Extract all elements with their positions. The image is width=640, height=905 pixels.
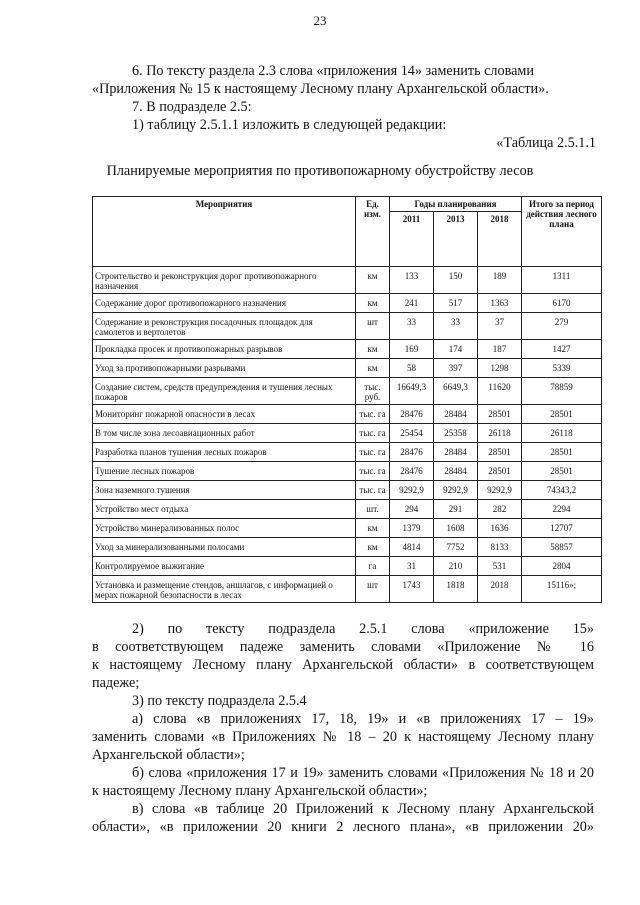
row-2018: 1298 <box>478 359 522 378</box>
paragraph-3v-line-1: в) слова «в таблице 20 Приложений к Лесному плану Архангельской <box>132 801 594 817</box>
page-number: 23 <box>313 13 327 28</box>
row-name: Установка и размещение стендов, аншлагов, с информацией о мерах пожарной безопасности в лесах <box>93 576 356 603</box>
row-name: Уход за противопожарными разрывами <box>93 359 356 378</box>
table-reference: «Таблица 2.5.1.1 <box>496 135 596 151</box>
row-total: 78859 <box>522 378 602 405</box>
row-2013: 33 <box>434 313 478 340</box>
row-unit: тыс. га <box>356 443 390 462</box>
row-2011: 241 <box>390 294 434 313</box>
row-total: 1311 <box>522 267 602 294</box>
row-name: В том числе зона лесоавиационных работ <box>93 424 356 443</box>
paragraph-3a-line-1: а) слова «в приложениях 17, 18, 19» и «в приложениях 17 – 19» <box>132 711 594 727</box>
row-2011: 1743 <box>390 576 434 603</box>
row-2018: 26118 <box>478 424 522 443</box>
row-total: 26118 <box>522 424 602 443</box>
table-row <box>93 313 602 340</box>
paragraph-7-1: 1) таблицу 2.5.1.1 изложить в следующей редакции: <box>132 117 447 133</box>
header-2011: 2011 <box>390 212 434 267</box>
table-row <box>93 443 602 462</box>
fire-measures-table <box>92 196 602 603</box>
row-name: Тушение лесных пожаров <box>93 462 356 481</box>
paragraph-3a-line-2: заменить словами «в Приложениях № 18 – 20 к настоящему Лесному плану <box>92 729 594 745</box>
paragraph-3b-line-1: б) слова «приложения 17 и 19» заменить словами «Приложения № 18 и 20 <box>132 765 594 781</box>
table-row <box>93 500 602 519</box>
row-2013: 28484 <box>434 443 478 462</box>
header-unit: Ед. изм. <box>356 197 390 267</box>
row-2011: 58 <box>390 359 434 378</box>
row-unit: тыс. га <box>356 462 390 481</box>
table-row <box>93 340 602 359</box>
header-activity: Мероприятия <box>93 197 356 267</box>
paragraph-2-line-2: в соответствующем падеже заменить словами «Приложение № 16 <box>92 639 594 655</box>
row-2013: 1608 <box>434 519 478 538</box>
row-2013: 9292,9 <box>434 481 478 500</box>
header-years-group: Годы планирования <box>390 197 522 212</box>
row-name: Контролируемое выжигание <box>93 557 356 576</box>
row-unit: тыс. га <box>356 481 390 500</box>
row-2013: 28484 <box>434 405 478 424</box>
row-2018: 2018 <box>478 576 522 603</box>
paragraph-2-line-4: падеже; <box>92 675 140 691</box>
table-row <box>93 519 602 538</box>
table-row <box>93 378 602 405</box>
row-2018: 28501 <box>478 405 522 424</box>
row-unit: тыс. руб. <box>356 378 390 405</box>
row-2011: 28476 <box>390 443 434 462</box>
row-name: Содержание и реконструкция посадочных площадок для самолетов и вертолетов <box>93 313 356 340</box>
row-2013: 291 <box>434 500 478 519</box>
row-2011: 33 <box>390 313 434 340</box>
row-2018: 187 <box>478 340 522 359</box>
row-2013: 7752 <box>434 538 478 557</box>
row-unit: тыс. га <box>356 405 390 424</box>
table-title: Планируемые мероприятия по противопожарному обустройству лесов <box>106 163 534 179</box>
row-2013: 1818 <box>434 576 478 603</box>
row-total: 28501 <box>522 462 602 481</box>
row-2013: 517 <box>434 294 478 313</box>
table-row <box>93 267 602 294</box>
paragraph-7: 7. В подразделе 2.5: <box>132 99 252 115</box>
row-unit: га <box>356 557 390 576</box>
row-name: Разработка планов тушения лесных пожаров <box>93 443 356 462</box>
row-2018: 8133 <box>478 538 522 557</box>
row-2011: 16649,3 <box>390 378 434 405</box>
table-row <box>93 557 602 576</box>
row-total: 74343,2 <box>522 481 602 500</box>
row-unit: шт. <box>356 500 390 519</box>
row-total: 1427 <box>522 340 602 359</box>
row-2011: 31 <box>390 557 434 576</box>
row-2013: 174 <box>434 340 478 359</box>
paragraph-3: 3) по тексту подраздела 2.5.4 <box>132 693 307 709</box>
row-2018: 28501 <box>478 462 522 481</box>
row-total: 279 <box>522 313 602 340</box>
row-name: Прокладка просек и противопожарных разрывов <box>93 340 356 359</box>
row-2011: 4814 <box>390 538 434 557</box>
table-row <box>93 405 602 424</box>
row-name: Строительство и реконструкция дорог противопожарного назначения <box>93 267 356 294</box>
row-2018: 189 <box>478 267 522 294</box>
row-name: Содержание дорог противопожарного назначения <box>93 294 356 313</box>
table-row <box>93 462 602 481</box>
row-2018: 9292,9 <box>478 481 522 500</box>
row-2018: 11620 <box>478 378 522 405</box>
row-unit: км <box>356 267 390 294</box>
table-row <box>93 359 602 378</box>
header-2013: 2013 <box>434 212 478 267</box>
row-2013: 6649,3 <box>434 378 478 405</box>
row-name: Мониторинг пожарной опасности в лесах <box>93 405 356 424</box>
row-2011: 28476 <box>390 405 434 424</box>
table-row <box>93 294 602 313</box>
paragraph-2-line-1: 2) по тексту подраздела 2.5.1 слова «приложение 15» <box>132 621 594 637</box>
row-total: 28501 <box>522 405 602 424</box>
row-2011: 169 <box>390 340 434 359</box>
table-row <box>93 576 602 603</box>
row-name: Уход за минерализованными полосами <box>93 538 356 557</box>
row-2018: 1636 <box>478 519 522 538</box>
row-unit: км <box>356 359 390 378</box>
row-2011: 294 <box>390 500 434 519</box>
row-total: 28501 <box>522 443 602 462</box>
row-2011: 1379 <box>390 519 434 538</box>
row-2013: 150 <box>434 267 478 294</box>
row-total: 2804 <box>522 557 602 576</box>
table-row <box>93 538 602 557</box>
row-total: 2294 <box>522 500 602 519</box>
row-unit: км <box>356 340 390 359</box>
row-unit: шт <box>356 576 390 603</box>
paragraph-3a-line-3: Архангельской области»; <box>92 747 245 763</box>
header-2018: 2018 <box>478 212 522 267</box>
row-2018: 37 <box>478 313 522 340</box>
paragraph-6: 6. По тексту раздела 2.3 слова «приложения 14» заменить словами «Приложения № 15 к настоящему Лесному плану Архангельской области». <box>92 63 549 97</box>
paragraph-3v-line-2: области», «в приложении 20 книги 2 лесного плана», «в приложении 20» <box>92 819 594 835</box>
row-unit: шт <box>356 313 390 340</box>
row-2013: 210 <box>434 557 478 576</box>
row-total: 12707 <box>522 519 602 538</box>
row-total: 5339 <box>522 359 602 378</box>
row-2018: 531 <box>478 557 522 576</box>
row-2018: 1363 <box>478 294 522 313</box>
row-unit: км <box>356 538 390 557</box>
header-total: Итого за период действия лесного плана <box>522 197 602 267</box>
table-row <box>93 424 602 443</box>
paragraph-3b-line-2: к настоящему Лесному плану Архангельской области»; <box>92 783 428 799</box>
row-total: 58857 <box>522 538 602 557</box>
row-unit: км <box>356 294 390 313</box>
row-2018: 28501 <box>478 443 522 462</box>
row-2011: 25454 <box>390 424 434 443</box>
row-2018: 282 <box>478 500 522 519</box>
row-2013: 28484 <box>434 462 478 481</box>
paragraph-2-line-3: к настоящему Лесному плану Архангельской области» в соответствующем <box>92 657 594 673</box>
row-unit: тыс. га <box>356 424 390 443</box>
row-name: Создание систем, средств предупреждения и тушения лесных пожаров <box>93 378 356 405</box>
row-2011: 28476 <box>390 462 434 481</box>
row-2013: 25358 <box>434 424 478 443</box>
row-2013: 397 <box>434 359 478 378</box>
row-total: 6170 <box>522 294 602 313</box>
row-name: Устройство мест отдыха <box>93 500 356 519</box>
row-name: Зона наземного тушения <box>93 481 356 500</box>
row-total: 15116»; <box>522 576 602 603</box>
row-2011: 133 <box>390 267 434 294</box>
row-name: Устройство минерализованных полос <box>93 519 356 538</box>
table-row <box>93 481 602 500</box>
row-2011: 9292,9 <box>390 481 434 500</box>
row-unit: км <box>356 519 390 538</box>
